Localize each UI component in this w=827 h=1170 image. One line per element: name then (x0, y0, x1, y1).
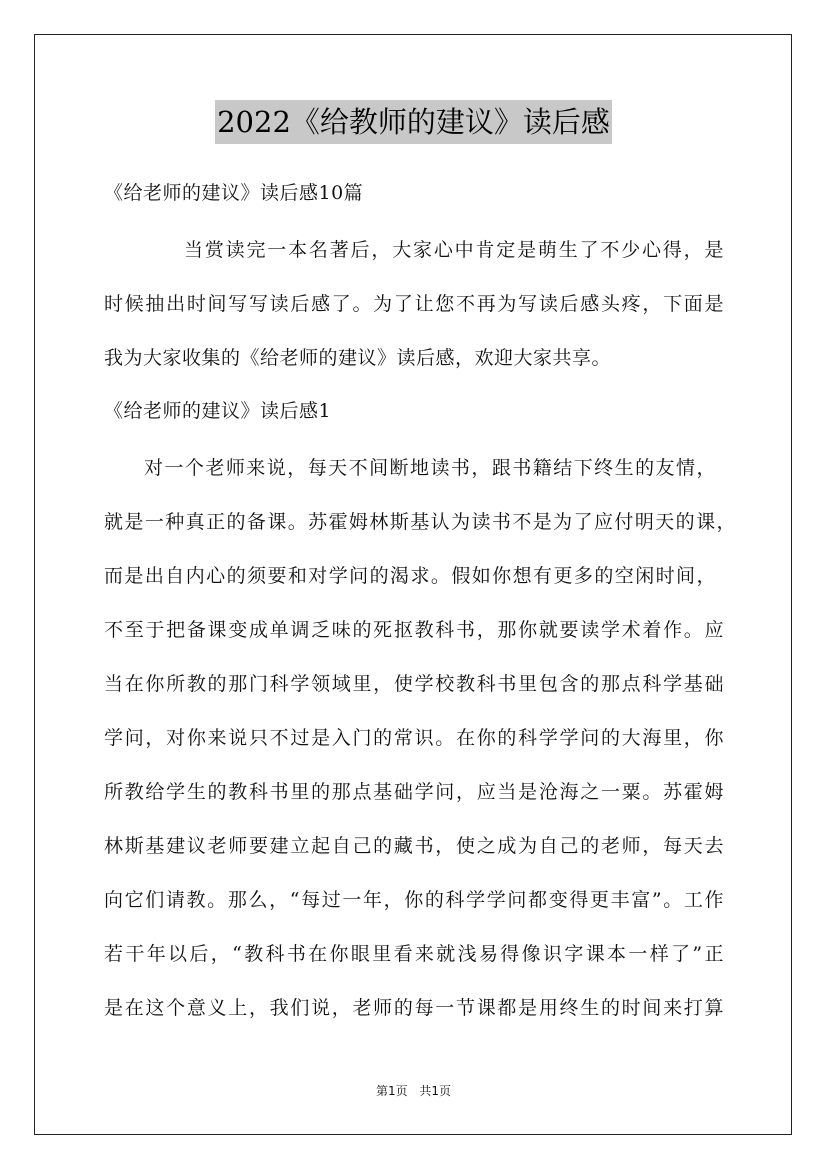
body-line-8: 林斯基建议老师要建立起自己的藏书，使之成为自己的老师，每天去 (104, 835, 724, 857)
intro-line-2: 时候抽出时间写写读后感了。为了让您不再为写读后感头疼，下面是 (104, 293, 724, 315)
page-footer (0, 1083, 827, 1099)
intro-line-1: 当赏读完一本名著后，大家心中肯定是萌生了不少心得，是 (184, 239, 724, 261)
body-line-10: 若干年以后，“教科书在你眼里看来就浅易得像识字课本一样了”正 (104, 943, 724, 965)
title-wrap (0, 100, 827, 144)
section-heading: 《给老师的建议》读后感1 (104, 400, 332, 422)
body-line-1: 对一个老师来说，每天不间断地读书，跟书籍结下终生的友情， (144, 457, 716, 479)
body-line-11: 是在这个意义上，我们说，老师的每一节课都是用终生的时间来打算 (104, 997, 724, 1019)
document-title: 2022《给教师的建议》读后感 (215, 100, 612, 144)
body-line-3: 而是出自内心的须要和对学问的渴求。假如你想有更多的空闲时间， (104, 565, 716, 587)
body-line-7: 所教给学生的教科书里的那点基础学问，应当是沧海之一粟。苏霍姆 (104, 781, 724, 803)
body-line-9: 向它们请教。那么，“每过一年，你的科学学问都变得更丰富”。工作 (104, 889, 724, 911)
body-line-2: 就是一种真正的备课。苏霍姆林斯基认为读书不是为了应付明天的课， (104, 511, 736, 533)
page-number: 第1页 (375, 1084, 408, 1098)
intro-line-3: 我为大家收集的《给老师的建议》读后感，欢迎大家共享。 (104, 347, 612, 369)
body-line-6: 学问，对你来说只不过是入门的常识。在你的科学学问的大海里，你 (104, 727, 724, 749)
body-line-4: 不至于把备课变成单调乏味的死抠教科书，那你就要读学术着作。应 (104, 619, 724, 641)
body-line-5: 当在你所教的那门科学领域里，使学校教科书里包含的那点科学基础 (104, 673, 724, 695)
subtitle: 《给老师的建议》读后感10篇 (104, 182, 364, 204)
page-total: 共1页 (419, 1084, 452, 1098)
